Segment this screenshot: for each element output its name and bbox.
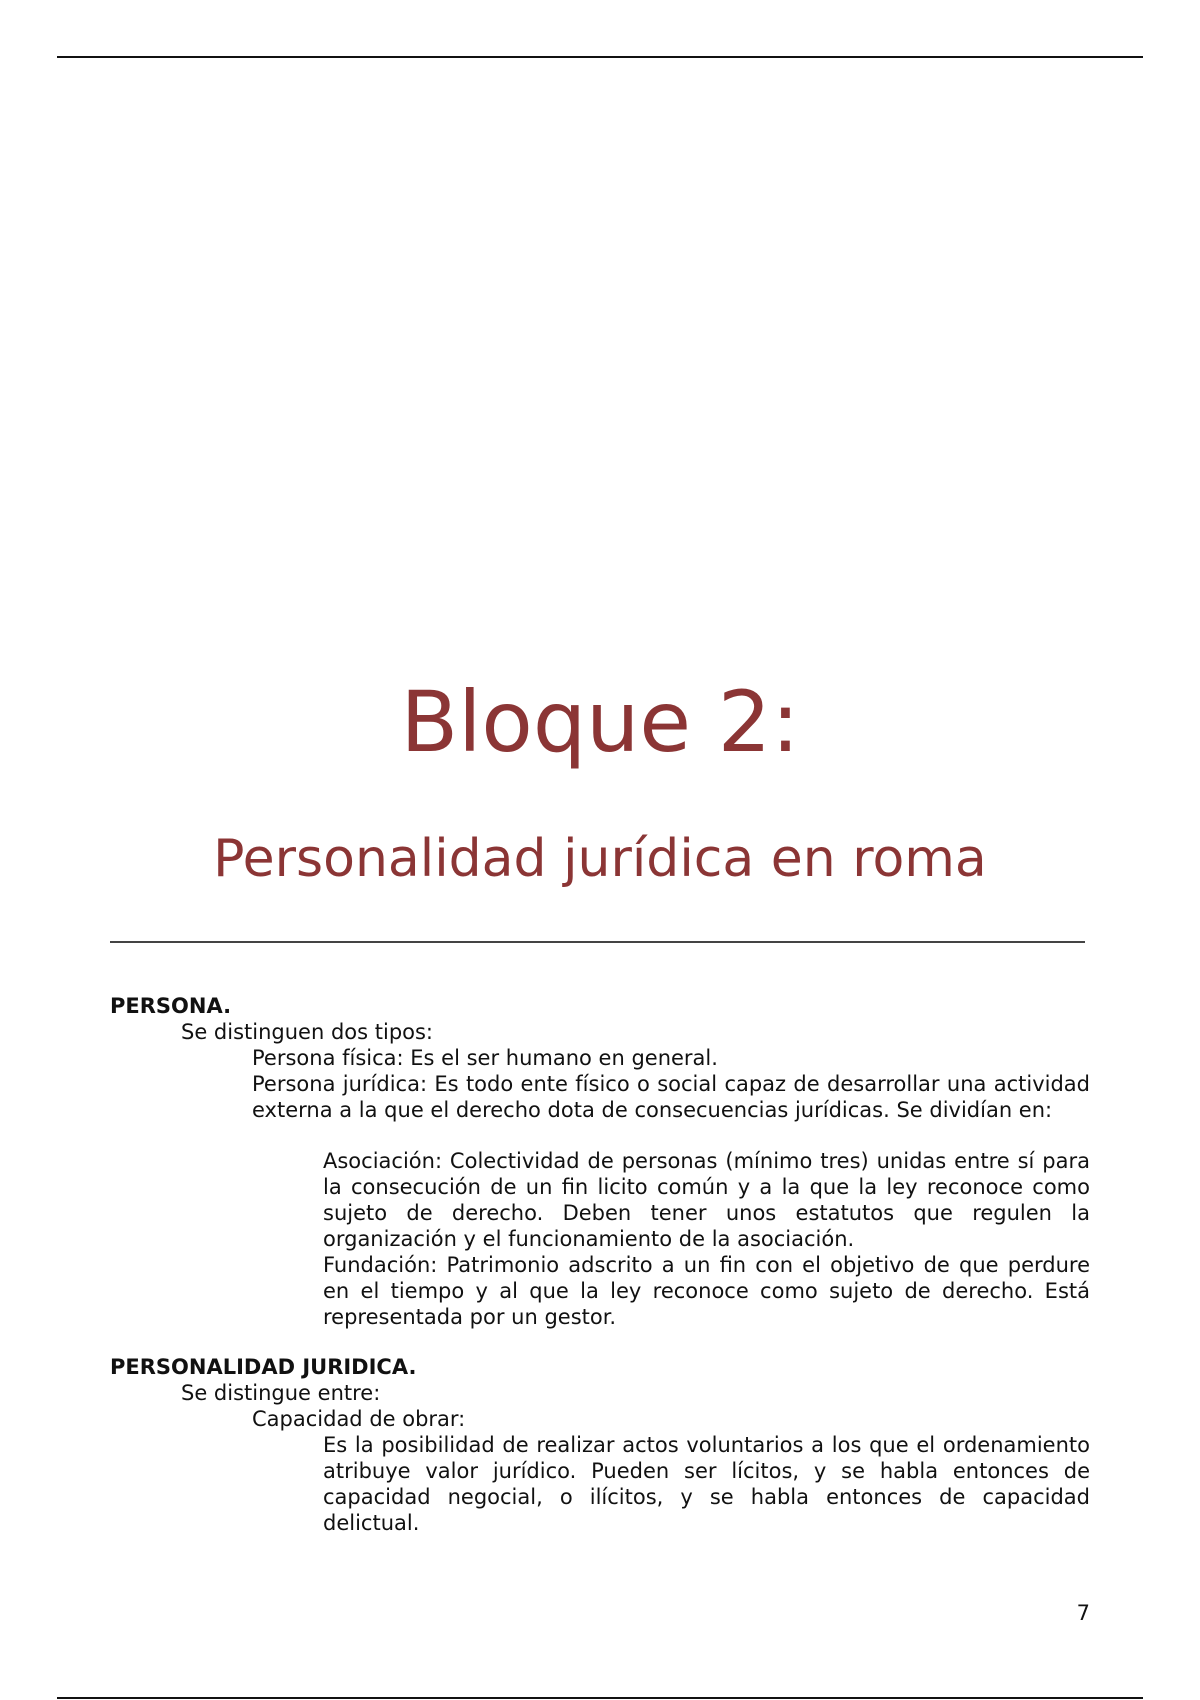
page-title: Bloque 2: — [400, 673, 800, 771]
title-divider — [110, 941, 1085, 943]
page-number: 7 — [1076, 1601, 1090, 1625]
item-persona-fisica: Persona física: Es el ser humano en general. — [252, 1046, 718, 1070]
page-subtitle: Personalidad jurídica en roma — [213, 829, 987, 889]
item-persona-juridica: Persona jurídica: Es todo ente físico o social capaz de desarrollar una actividad externa a la que el derecho dota de consecuencias jurídicas. Se dividían en: — [252, 1072, 1090, 1122]
section-heading-personalidad: PERSONALIDAD JURIDICA. — [110, 1355, 417, 1379]
section-heading-persona: PERSONA. — [110, 994, 232, 1018]
header-rule — [57, 56, 1143, 58]
item-asociacion: Asociación: Colectividad de personas (mínimo tres) unidas entre sí para la consecución de un fin licito común y a la que la ley reconoce como sujeto de derecho. Deben tener unos estatutos que regulen la organización y el funcionamiento de la asociación. — [323, 1149, 1090, 1251]
section-intro-personalidad: Se distingue entre: — [181, 1381, 381, 1405]
item-fundacion: Fundación: Patrimonio adscrito a un fin con el objetivo de que perdure en el tiempo y al que la ley reconoce como sujeto de derecho. Está representada por un gestor. — [323, 1253, 1090, 1329]
footer-rule — [57, 1697, 1143, 1699]
section-intro-persona: Se distinguen dos tipos: — [181, 1020, 434, 1044]
item-capacidad-label: Capacidad de obrar: — [252, 1407, 466, 1431]
item-capacidad-text: Es la posibilidad de realizar actos voluntarios a los que el ordenamiento atribuye valor jurídico. Pueden ser lícitos, y se habla entonces de capacidad negocial, o ilícitos, y se habla entonces de capacidad delictual. — [323, 1433, 1090, 1535]
